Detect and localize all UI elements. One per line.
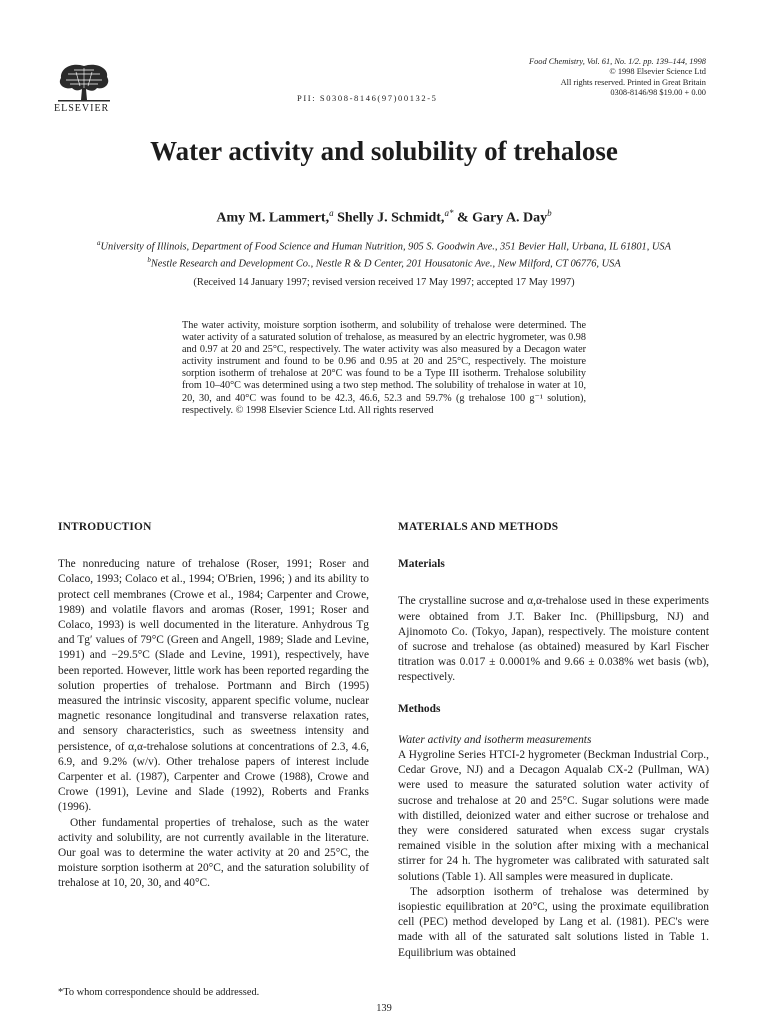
methods-subheading: Water activity and isotherm measurements xyxy=(398,733,592,746)
methods-heading: Methods xyxy=(398,702,441,715)
materials-paragraph: The crystalline sucrose and α,α-trehalose used in these experiments were obtained from J.T. Baker Inc. (Phillipsburg, NJ) and Ajinomoto Co. (Tokyo, Japan), respectively. The moisture content of sucrose and trehalose (as obtained) measured by Karl Fischer titration was 0.017 ± 0.0001% and 9.66 ± 0.038% wet basis (wb), respectively. xyxy=(398,595,709,684)
abstract: The water activity, moisture sorption isotherm, and solubility of trehalose were determined. The water activity of a saturated solution of trehalose, as measured by an electric hygrometer, was 0.98 and 0.97 at 20 and 25°C, respectively. The water activity was also measured by a Decagon water activity instrument and found to be 0.96 and 0.95 at 20 and 25°C, respectively. The moisture sorption isotherm of trehalose at 20°C was found to be a Type III isotherm. Trehalose solubility from 10–40°C was determined using a two step method. The solubility of trehalose in water at 10, 20, 30, and 40°C was found to be 42.3, 46.6, 52.3 and 59.7% (g trehalose 100 g⁻¹ solution), respectively. © 1998 Elsevier Science Ltd. All rights reserved xyxy=(182,320,586,416)
author-name: Gary A. Day xyxy=(472,210,548,226)
author-separator: & xyxy=(453,210,473,226)
methods-paragraph: A Hygroline Series HTCI-2 hygrometer (Beckman Industrial Corp., Cedar Grove, NJ) and a Decagon Aqualab CX-2 (Pullman, WA) were used to measure the saturated solution water activity of sucrose and trehalose at 20 and 25°C. Sugar solutions were made with distilled, deionized water and either sucrose or trehalose and they were considered saturated when excess sugar crystals remained visible in the solution after mixing with a mechanical stirrer for 24 h. The hygrometer was calibrated with saturated salt solutions (Table 1). All samples were measured in duplicate. xyxy=(398,749,709,883)
issn-price-line: 0308-8146/98 $19.00 + 0.00 xyxy=(610,87,706,97)
affiliation-text: University of Illinois, Department of Food Science and Human Nutrition, 905 S. Goodwin Ave., 351 Bevier Hall, Urbana, IL 61801, USA xyxy=(100,241,671,253)
journal-meta xyxy=(529,57,706,98)
affiliation-text: Nestle Research and Development Co., Nestle R & D Center, 201 Housatonic Ave., New Milford, CT 06776, USA xyxy=(150,258,621,270)
author-name: Amy M. Lammert, xyxy=(216,210,330,226)
journal-citation: Food Chemistry, Vol. 61, No. 1/2. pp. 139–144, 1998 xyxy=(528,57,706,66)
author-affiliation-marker: a xyxy=(329,208,334,218)
copyright-line: © 1998 Elsevier Science Ltd xyxy=(609,67,706,77)
right-column xyxy=(398,520,709,961)
affiliation-line xyxy=(0,237,768,254)
materials-methods-heading: MATERIALS AND METHODS xyxy=(398,521,559,533)
affiliation-marker: a xyxy=(97,239,101,247)
affiliation-marker: b xyxy=(147,255,151,264)
received-dates: (Received 14 January 1997; revised version received 17 May 1997; accepted 17 May 1997) xyxy=(193,277,575,288)
methods-paragraph: The adsorption isotherm of trehalose was determined by isopiestic equilibration at 20°C, using the proximate equilibration cell (PEC) method developed by Lang et al. (1981). PEC's were made with all of the saturated salt solutions listed in Table 1. Equilibrium was obtained xyxy=(398,885,709,959)
introduction-heading: INTRODUCTION xyxy=(58,521,152,533)
materials-heading: Materials xyxy=(398,558,445,571)
tree-emblem-icon xyxy=(54,56,114,102)
author-affiliation-marker: b xyxy=(547,208,552,218)
page-number: 139 xyxy=(376,1003,392,1014)
affiliation-line xyxy=(0,254,768,271)
paper-title: Water activity and solubility of trehalose xyxy=(150,136,618,166)
introduction-paragraph: The nonreducing nature of trehalose (Roser, 1991; Roser and Colaco, 1993; Colaco et al., 1994; O'Brien, 1996; ) and its ability to protect cell membranes (Crowe et al., 1984; Carpenter and Crowe, 1989) and volatile flavors and aromas (Roser, 1991; Roser and Colaco, 1993) is well documented in the literature. Anhydrous Tg and Tg′ values of 79°C (Green and Angell, 1989; Slade and Levine, 1991) and −29.5°C (Slade and Levine, 1991), respectively, have been reported. However, little work has been reported regarding the solution properties of trehalose. Portmann and Birch (1995) measured the intrinsic viscosity, apparent specific volume, nuclear magnetic resonance longitudinal and transverse relaxation rates, and sensory characteristics, such as sweetness intensity and persistence, of α,α-trehalose solutions at concentrations of 2.3, 4.6, 6.9, and 9.2% (w/v). Other trehalose papers of interest include Carpenter et al. (1987), Carpenter and Crowe (1988), Crowe and Crowe (1991), Levine and Slade (1992), Roberts and Franks (1996). xyxy=(58,558,369,814)
author-affiliation-marker: a* xyxy=(444,208,454,218)
author-list xyxy=(0,208,768,227)
left-column xyxy=(58,520,369,892)
elsevier-logo xyxy=(54,56,114,114)
correspondence-footnote: *To whom correspondence should be addressed. xyxy=(58,987,260,998)
publisher-wordmark: ELSEVIER xyxy=(54,103,110,114)
affiliations xyxy=(0,237,768,271)
pii-code: PII: S0308-8146(97)00132-5 xyxy=(297,93,438,103)
introduction-paragraph: Other fundamental properties of trehalose, such as the water activity and solubility, are not currently available in the literature. Our goal was to determine the water activity at 20 and 25°C, the moisture sorption isotherm at 20°C, and the saturation solubility of trehalose at 10, 20, 30, and 40°C. xyxy=(58,816,369,890)
author-name: Shelly J. Schmidt, xyxy=(337,210,445,226)
rights-line: All rights reserved. Printed in Great Britain xyxy=(560,77,706,87)
